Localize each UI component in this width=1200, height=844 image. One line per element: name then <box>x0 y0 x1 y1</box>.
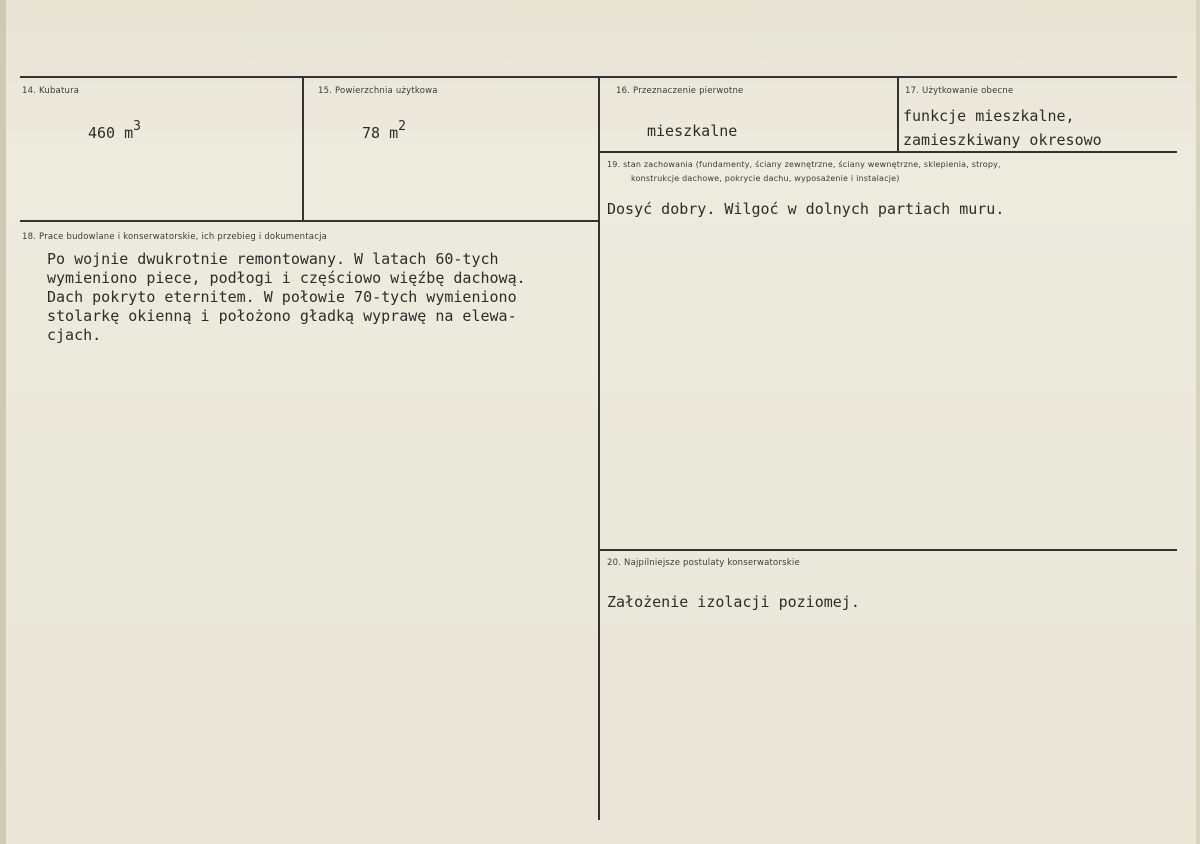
field-15-value <box>362 119 406 144</box>
field-18-value <box>47 250 526 345</box>
field-14-value <box>88 119 141 144</box>
field-16-value: mieszkalne <box>647 122 738 140</box>
field-19-label: 19. stan zachowania (fundamenty, ściany zewnętrzne, ściany wewnętrzne, sklepienia, stropy, <box>607 160 1001 169</box>
field-15-number: 78 m <box>362 124 399 142</box>
field-14-number: 460 m <box>88 124 134 142</box>
field-15-label: 15. Powierzchnia użytkowa <box>318 86 438 96</box>
field-15-exponent: 2 <box>398 119 406 134</box>
rule-above-20 <box>599 549 1177 551</box>
field-18-line: cjach. <box>47 326 102 344</box>
field-18-line: Po wojnie dwukrotnie remontowany. W latach 60-tych <box>47 250 499 268</box>
field-14-label: 14. Kubatura <box>22 86 80 96</box>
field-18-line: wymieniono piece, podłogi i częściowo więźbę dachową. <box>47 269 526 287</box>
card-right-edge <box>1196 0 1200 844</box>
field-20-value: Założenie izolacji poziomej. <box>607 593 860 611</box>
field-16-label: 16. Przeznaczenie pierwotne <box>616 86 744 96</box>
field-17-value <box>903 104 1102 152</box>
field-19-value: Dosyć dobry. Wilgoć w dolnych partiach muru. <box>607 200 1005 218</box>
divider-16-17 <box>897 76 899 152</box>
divider-14-15 <box>302 76 304 222</box>
field-18-line: stolarkę okienną i położono gładką wyprawę na elewa- <box>47 307 517 325</box>
main-column-divider <box>598 76 600 820</box>
card-left-edge <box>0 0 6 844</box>
field-17-label: 17. Użytkowanie obecne <box>905 86 1014 96</box>
field-14-exponent: 3 <box>133 119 141 134</box>
field-17-line: funkcje mieszkalne, <box>903 107 1075 125</box>
field-20-label: 20. Najpilniejsze postulaty konserwatorskie <box>607 558 800 568</box>
field-18-label: 18. Prace budowlane i konserwatorskie, ich przebieg i dokumentacja <box>22 232 328 242</box>
field-17-line: zamieszkiwany okresowo <box>903 131 1102 149</box>
field-18-line: Dach pokryto eternitem. W połowie 70-tych wymieniono <box>47 288 517 306</box>
rule-under-14-15 <box>20 220 599 222</box>
field-19-label-continued: konstrukcje dachowe, pokrycie dachu, wyposażenie i instalacje) <box>631 174 900 183</box>
